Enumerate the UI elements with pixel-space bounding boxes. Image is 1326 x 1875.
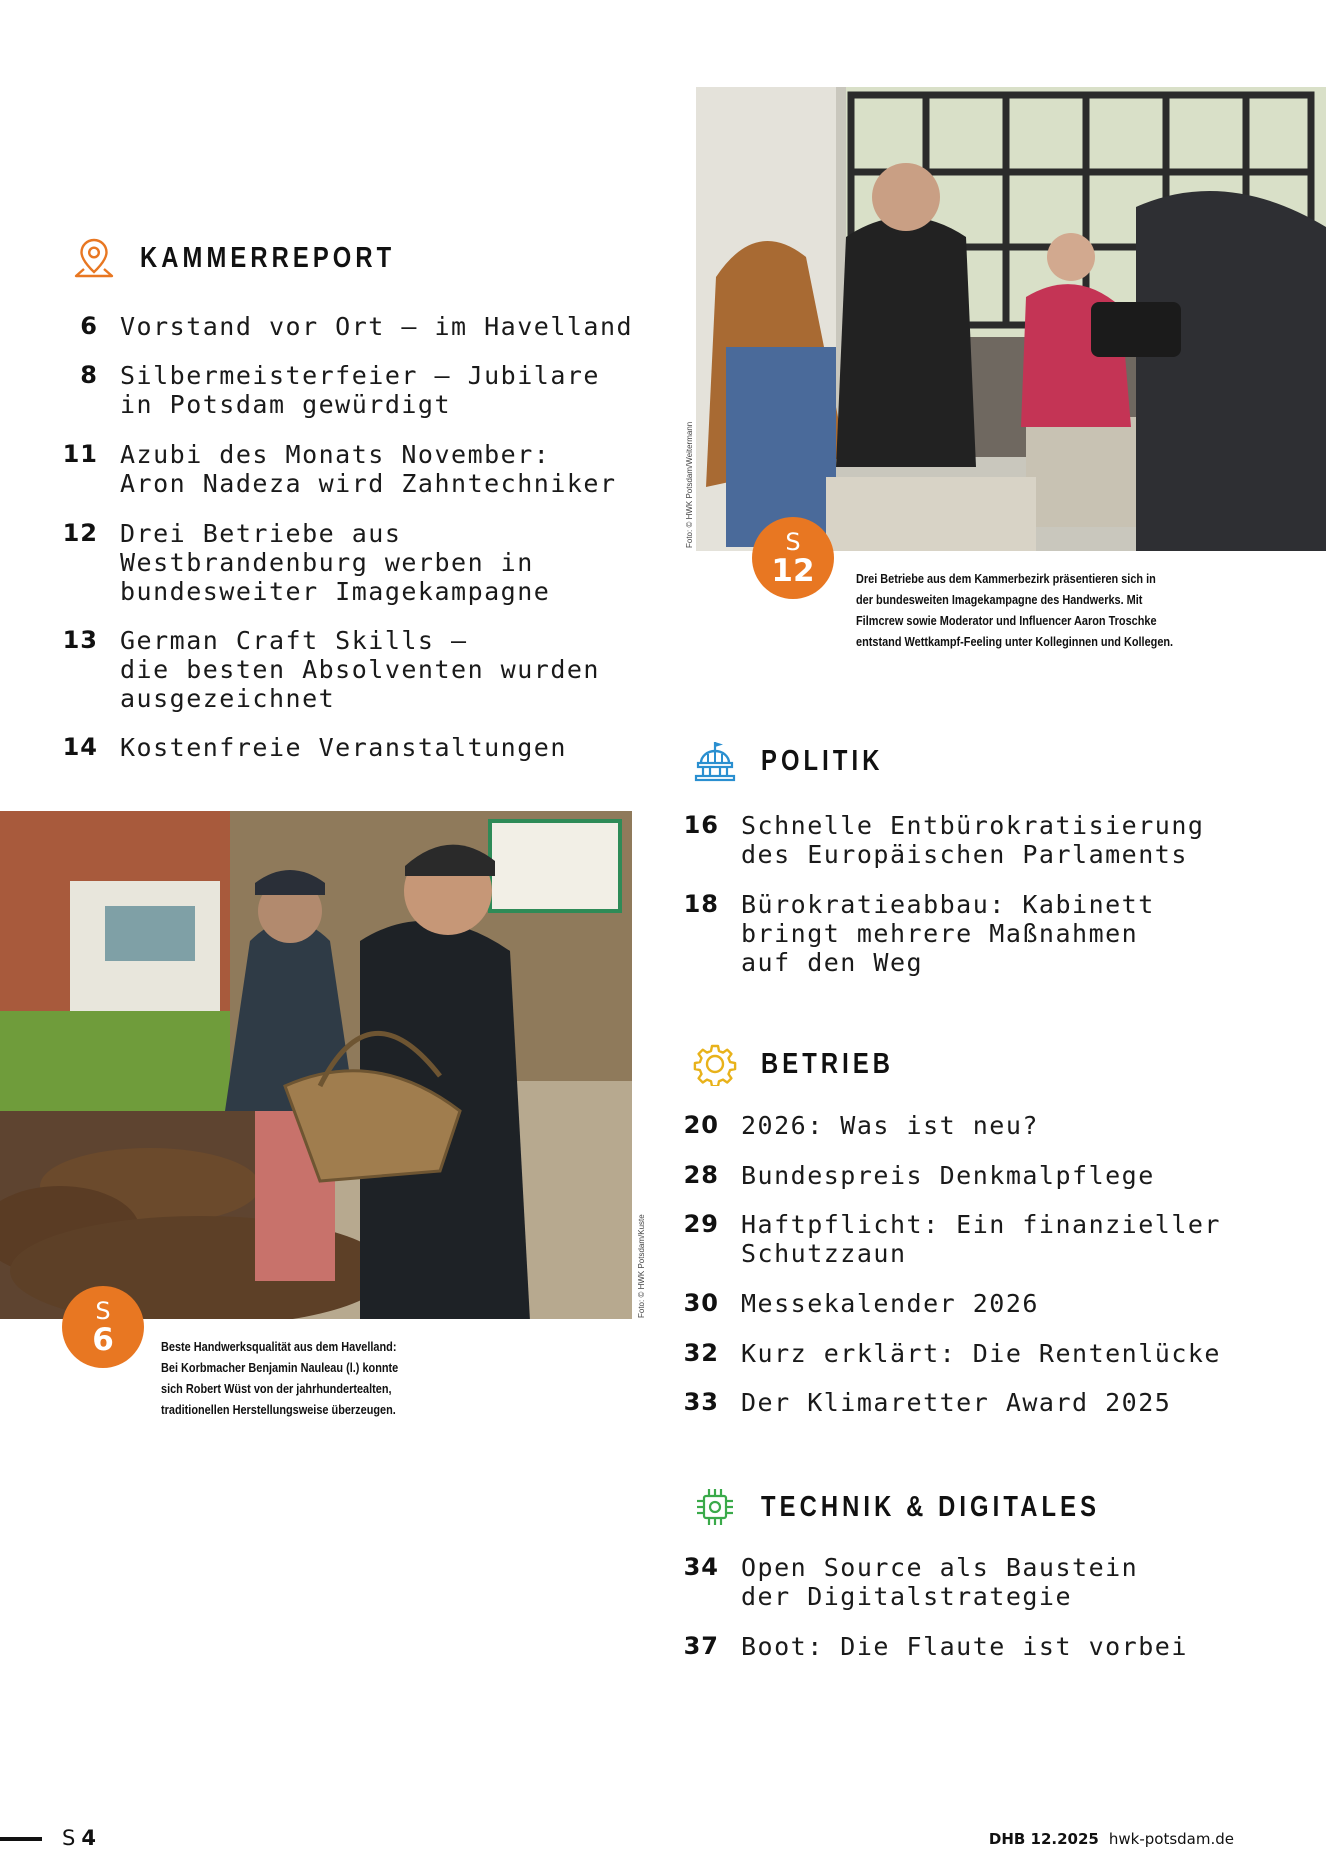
gear-icon bbox=[693, 1042, 737, 1086]
toc-entry[interactable] bbox=[40, 312, 633, 341]
photo-caption: Beste Handwerksqualität aus dem Havelland: Bei Korbmacher Benjamin Nauleau (l.) konnte sich Robert Wüst von der jahrhundertealten, traditionellen Herstellungsweise überzeugen. bbox=[161, 1339, 399, 1417]
badge-prefix: S bbox=[785, 527, 801, 556]
toc-page-number: 12 bbox=[62, 519, 98, 547]
toc-title: Vorstand vor Ort – im Havelland bbox=[120, 312, 634, 341]
chip-icon bbox=[693, 1485, 737, 1529]
toc-page-number: 14 bbox=[62, 733, 98, 761]
photo-caption: Drei Betriebe aus dem Kammerbezirk präsentieren sich in der bundesweiten Imagekampagne des Handwerks. Mit Filmcrew sowie Moderator und Influencer Aaron Troschke entstand Wettkampf-Feeling unter Kolleginnen und Kollegen. bbox=[856, 571, 1174, 649]
section-title: TECHNIK & DIGITALES bbox=[761, 1490, 1101, 1523]
page-badge[interactable] bbox=[62, 1286, 144, 1368]
page-prefix: S bbox=[62, 1826, 76, 1850]
toc-entry[interactable] bbox=[40, 626, 600, 713]
section-title: POLITIK bbox=[761, 744, 884, 777]
toc-title: Open Source als Baustein der Digitalstrategie bbox=[741, 1553, 1139, 1611]
toc-page-number: 34 bbox=[683, 1553, 719, 1581]
toc-page-number: 11 bbox=[62, 440, 98, 468]
toc-page-number: 37 bbox=[683, 1632, 719, 1660]
toc-entry[interactable] bbox=[661, 1388, 1171, 1417]
toc-page-number: 18 bbox=[683, 890, 719, 918]
basket-maker-photo bbox=[0, 811, 632, 1319]
section-header-technik bbox=[693, 1485, 1174, 1529]
issue-label: DHB 12.2025 bbox=[988, 1830, 1099, 1848]
toc-page-number: 28 bbox=[683, 1161, 719, 1189]
toc-page-number: 30 bbox=[683, 1289, 719, 1317]
footer-rule bbox=[0, 1837, 42, 1841]
toc-title: Kostenfreie Veranstaltungen bbox=[120, 733, 567, 762]
section-title: KAMMERREPORT bbox=[140, 241, 396, 274]
parliament-dome-icon bbox=[693, 739, 737, 783]
section-title: BETRIEB bbox=[761, 1047, 895, 1080]
toc-title: Schnelle Entbürokratisierung des Europäischen Parlaments bbox=[741, 811, 1205, 869]
location-pin-icon bbox=[72, 236, 116, 280]
footer-meta bbox=[989, 1830, 1234, 1848]
toc-title: Bürokratieabbau: Kabinett bringt mehrere Maßnahmen auf den Weg bbox=[741, 890, 1155, 977]
toc-title: German Craft Skills – die besten Absolventen wurden ausgezeichnet bbox=[120, 626, 600, 713]
toc-page-number: 8 bbox=[80, 361, 98, 389]
toc-entry[interactable] bbox=[40, 361, 600, 419]
badge-page-number: 12 bbox=[771, 552, 815, 589]
badge-prefix: S bbox=[95, 1296, 111, 1325]
toc-entry[interactable] bbox=[40, 440, 617, 498]
workshop-photo bbox=[696, 87, 1326, 551]
toc-entry[interactable] bbox=[661, 1210, 1221, 1268]
toc-title: Der Klimaretter Award 2025 bbox=[741, 1388, 1172, 1417]
toc-page-number: 16 bbox=[683, 811, 719, 839]
toc-page-number: 33 bbox=[683, 1388, 719, 1416]
toc-page-number: 20 bbox=[683, 1111, 719, 1139]
toc-title: Boot: Die Flaute ist vorbei bbox=[741, 1632, 1188, 1661]
page-number-label bbox=[62, 1826, 96, 1850]
section-header-politik bbox=[693, 739, 910, 783]
page-number: 4 bbox=[81, 1826, 96, 1850]
toc-entry[interactable] bbox=[661, 811, 1204, 869]
toc-entry[interactable] bbox=[661, 1111, 1039, 1140]
toc-title: Silbermeisterfeier – Jubilare in Potsdam gewürdigt bbox=[120, 361, 600, 419]
toc-title: Azubi des Monats November: Aron Nadeza wird Zahntechniker bbox=[120, 440, 617, 498]
toc-entry[interactable] bbox=[661, 1161, 1155, 1190]
toc-entry[interactable] bbox=[40, 519, 550, 606]
toc-title: Messekalender 2026 bbox=[741, 1289, 1039, 1318]
page-badge[interactable] bbox=[752, 517, 834, 599]
toc-page-number: 32 bbox=[683, 1339, 719, 1367]
toc-title: 2026: Was ist neu? bbox=[741, 1111, 1039, 1140]
toc-title: Drei Betriebe aus Westbrandenburg werben in bundesweiter Imagekampagne bbox=[120, 519, 551, 606]
toc-entry[interactable] bbox=[40, 733, 567, 762]
toc-page-number: 13 bbox=[62, 626, 98, 654]
toc-entry[interactable] bbox=[661, 1553, 1138, 1611]
toc-entry[interactable] bbox=[661, 1632, 1188, 1661]
toc-page-number: 29 bbox=[683, 1210, 719, 1238]
toc-entry[interactable] bbox=[661, 1339, 1221, 1368]
toc-page-number: 6 bbox=[80, 312, 98, 340]
toc-title: Bundespreis Denkmalpflege bbox=[741, 1161, 1155, 1190]
section-header-betrieb bbox=[693, 1042, 923, 1086]
toc-entry[interactable] bbox=[661, 1289, 1039, 1318]
photo-credit: Foto: © HWK Potsdam/Weitermann bbox=[685, 421, 694, 548]
photo-credit: Foto: © HWK Potsdam/Kuste bbox=[637, 1214, 646, 1318]
website-link[interactable]: hwk-potsdam.de bbox=[1108, 1830, 1234, 1848]
section-header-kammerreport bbox=[72, 236, 451, 280]
toc-entry[interactable] bbox=[661, 890, 1155, 977]
toc-title: Haftpflicht: Ein finanzieller Schutzzaun bbox=[741, 1210, 1221, 1268]
toc-title: Kurz erklärt: Die Rentenlücke bbox=[741, 1339, 1221, 1368]
badge-page-number: 6 bbox=[92, 1321, 114, 1358]
